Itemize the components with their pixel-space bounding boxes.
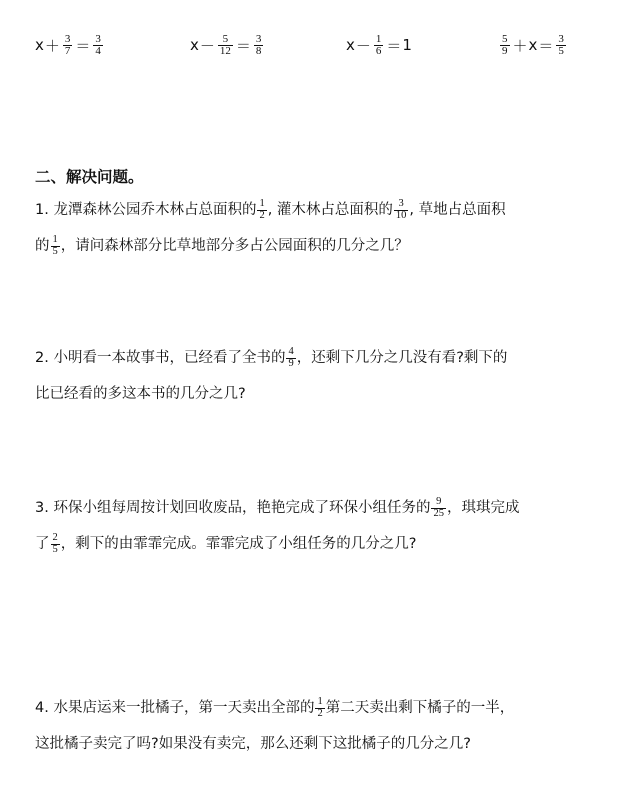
fraction-numerator: 1: [52, 234, 58, 245]
problem-text: 了: [35, 536, 50, 552]
problem-text: 第二天卖出剩下橘子的一半，: [325, 700, 515, 716]
equation-operator: －: [355, 36, 371, 55]
fraction: [254, 34, 264, 57]
fraction-numerator: 5: [222, 32, 229, 45]
fraction-numerator: 1: [259, 198, 265, 209]
equals-sign: ＝: [75, 36, 91, 55]
equals-sign: ＝: [386, 36, 402, 55]
fraction-denominator: 8: [255, 44, 262, 57]
fraction: [500, 34, 510, 57]
fraction-numerator: 1: [317, 696, 323, 707]
problem-4: [35, 690, 605, 762]
fraction-numerator: 3: [64, 32, 71, 45]
fraction-numerator: 3: [255, 32, 262, 45]
fraction: [431, 497, 446, 519]
fraction-denominator: 10: [395, 209, 407, 221]
fraction-denominator: 5: [52, 245, 58, 257]
fraction: [51, 533, 60, 555]
problem-text: 3. 环保小组每周按计划回收废品，艳艳完成了环保小组任务的: [35, 500, 431, 516]
problem-line: [35, 228, 605, 264]
fraction-denominator: 4: [95, 44, 101, 57]
fraction-denominator: 25: [433, 507, 444, 519]
equation-variable: x: [528, 36, 538, 54]
problem-line: [35, 490, 605, 526]
equals-sign: ＝: [538, 36, 554, 55]
fraction: [93, 34, 103, 57]
fraction-numerator: 9: [436, 496, 442, 507]
fraction: [257, 199, 266, 221]
equation-variable: x: [346, 36, 355, 54]
problem-text: 4. 水果店运来一批橘子，第一天卖出全部的: [35, 700, 315, 716]
equals-sign: ＝: [235, 36, 251, 55]
problem-line: [35, 192, 605, 228]
equation-operator: ＋: [44, 36, 60, 55]
fraction: [394, 199, 409, 221]
problem-text: ，还剩下几分之几没有看?剩下的: [296, 350, 508, 366]
problem-text: 2. 小明看一本故事书，已经看了全书的: [35, 350, 286, 366]
problem-text: ，请问森林部分比草地部分多占公园面积的几分之几？: [60, 238, 409, 254]
equation-variable: x: [190, 36, 199, 54]
problem-line: [35, 376, 605, 412]
fraction-denominator: 7: [64, 44, 71, 57]
fraction: [51, 235, 60, 257]
problem-line: [35, 726, 605, 762]
problem-text: , 灌木林占总面积的: [267, 202, 393, 218]
problem-text: 比已经看的多这本书的几分之几?: [35, 386, 246, 402]
equation-1: [35, 28, 105, 62]
problem-text: 1. 龙潭森林公园乔木林占总面积的: [35, 202, 257, 218]
fraction-numerator: 5: [502, 32, 508, 45]
fraction: [63, 34, 73, 57]
problem-line: [35, 340, 605, 376]
fraction-denominator: 12: [219, 44, 231, 57]
fraction-numerator: 3: [398, 198, 404, 209]
section-title: 二、解决问题。: [35, 168, 144, 186]
fraction-numerator: 2: [52, 532, 58, 543]
equation-rhs-value: 1: [402, 36, 412, 54]
problem-text: 这批橘子卖完了吗?如果没有卖完，那么还剩下这批橘子的几分之几?: [35, 736, 471, 752]
equation-3: [346, 28, 412, 62]
fraction: [286, 347, 295, 369]
fraction-denominator: 5: [558, 44, 564, 57]
problem-2: [35, 340, 605, 412]
problem-1: [35, 192, 605, 264]
fraction-numerator: 1: [375, 32, 382, 45]
fraction: [315, 697, 324, 719]
fraction-denominator: 2: [259, 209, 265, 221]
problem-text: ，剩下的由霏霏完成。霏霏完成了小组任务的几分之几?: [60, 536, 417, 552]
problem-text: , 草地占总面积: [409, 202, 506, 218]
equation-2: [190, 28, 265, 62]
fraction-denominator: 6: [375, 44, 382, 57]
fraction-numerator: 4: [288, 346, 294, 357]
problem-line: [35, 526, 605, 562]
fraction: [556, 34, 566, 57]
fraction-numerator: 3: [95, 32, 101, 45]
fraction: [374, 34, 384, 57]
problem-text: ，琪琪完成: [446, 500, 520, 516]
fraction-denominator: 2: [317, 707, 323, 719]
equation-operator: －: [199, 36, 215, 55]
fraction-denominator: 9: [502, 44, 508, 57]
fraction-numerator: 3: [558, 32, 564, 45]
fraction: [218, 34, 233, 57]
fraction-denominator: 9: [288, 357, 294, 369]
problem-3: [35, 490, 605, 562]
equation-operator: ＋: [512, 36, 528, 55]
problem-text: 的: [35, 238, 50, 254]
equation-variable: x: [35, 36, 44, 54]
problem-line: [35, 690, 605, 726]
fraction-denominator: 5: [52, 543, 58, 555]
equation-4: [498, 28, 568, 62]
